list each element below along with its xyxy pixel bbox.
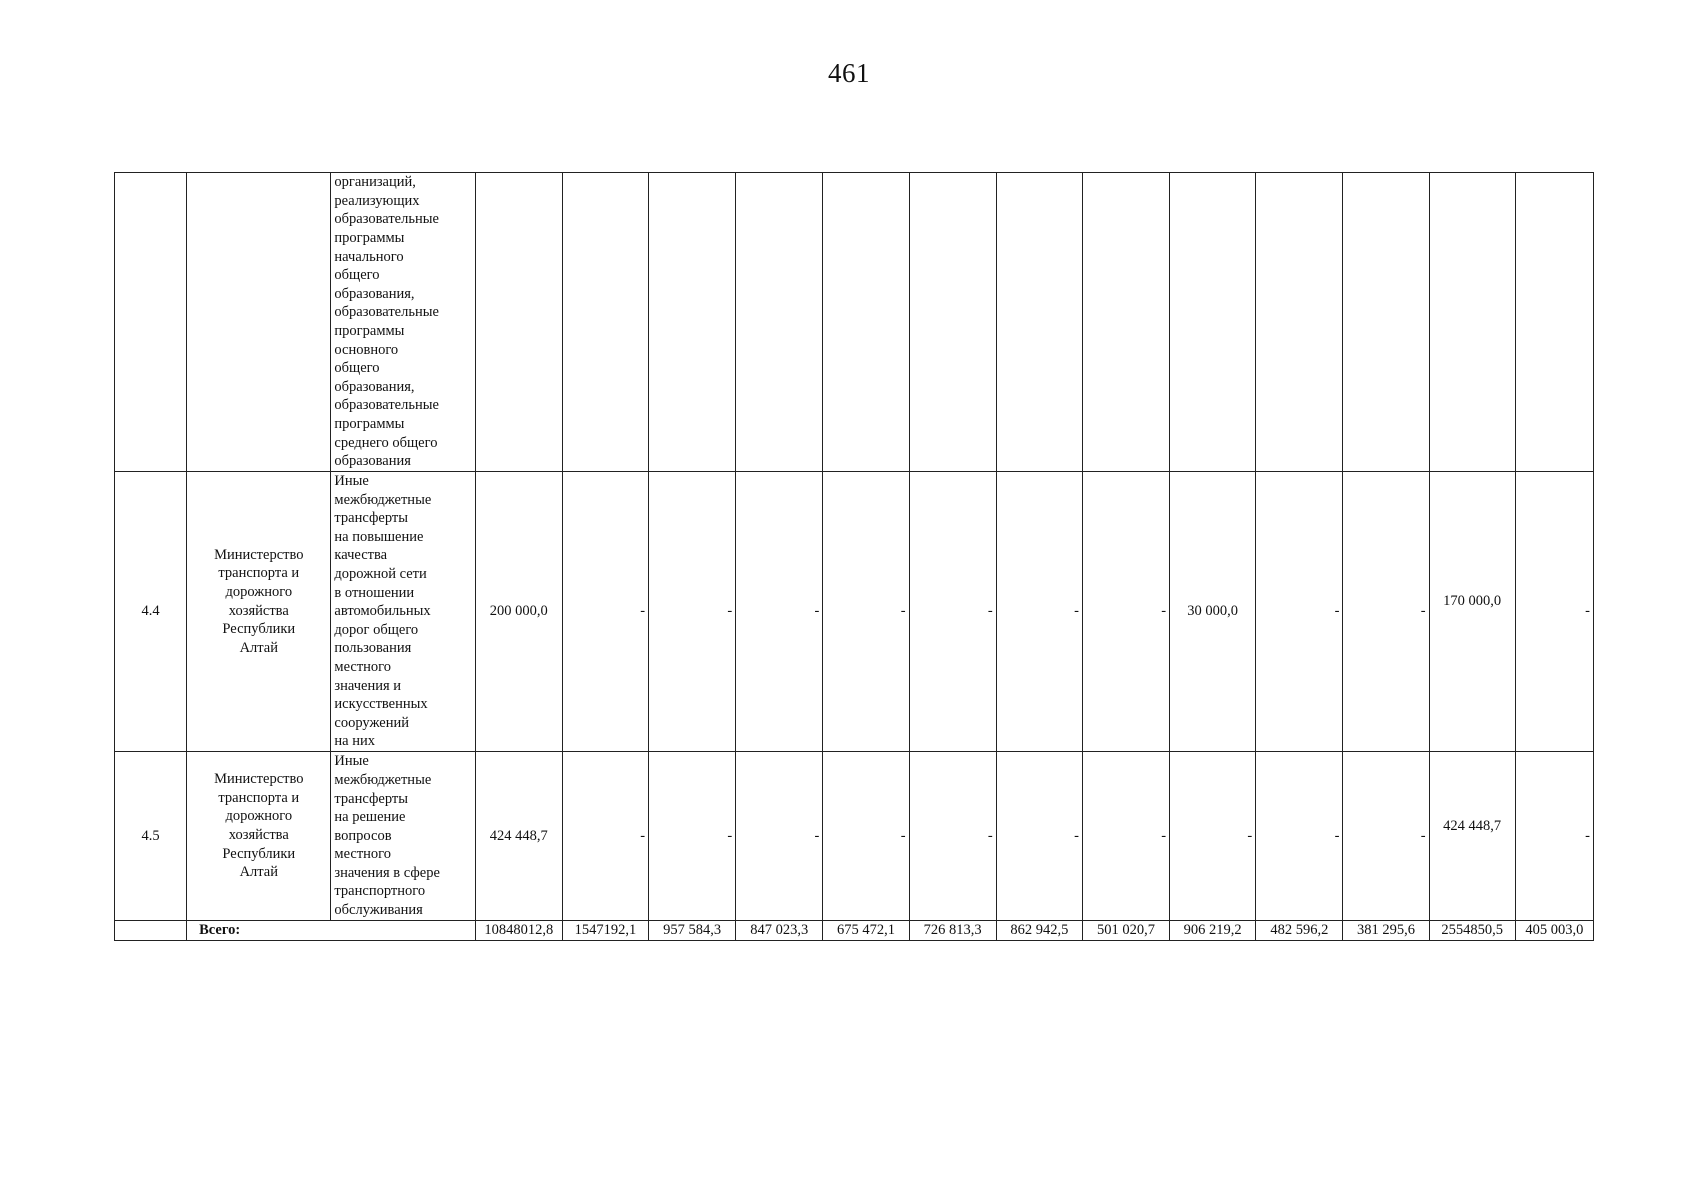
- value-text: 424 448,7: [1443, 817, 1502, 834]
- value-cell: [562, 173, 648, 472]
- value-cell: [1515, 173, 1593, 472]
- value-cell: -: [1515, 752, 1593, 921]
- table-row: [115, 173, 1594, 472]
- value-cell: -: [1170, 752, 1256, 921]
- total-value: 10848012,8: [475, 921, 562, 941]
- value-cell: -: [562, 472, 648, 752]
- value-cell: [1343, 173, 1429, 472]
- value-cell: -: [649, 752, 736, 921]
- value-cell: [1256, 173, 1343, 472]
- description-text: Иные межбюджетные трансферты на решение вопросов местного значения в сфере транспортного обслуживания: [334, 753, 440, 919]
- value-cell: [475, 173, 562, 472]
- responsible-org: [187, 472, 331, 752]
- row-number: [115, 173, 187, 472]
- org-text: Министерство транспорта и дорожного хозяйства Республики Алтай: [214, 546, 304, 656]
- value-cell: -: [1082, 472, 1169, 752]
- total-value: 957 584,3: [649, 921, 736, 941]
- value-cell: [1429, 173, 1515, 472]
- value-cell: -: [1256, 752, 1343, 921]
- total-value: 405 003,0: [1515, 921, 1593, 941]
- total-value: 1547192,1: [562, 921, 648, 941]
- description-text: Иные межбюджетные трансферты на повышение качества дорожной сети в отношении автомобильных дорог общего пользования местного значения и искусственных сооружений на них: [334, 473, 432, 750]
- value-text: 170 000,0: [1443, 593, 1502, 609]
- total-value: 381 295,6: [1343, 921, 1429, 941]
- org-text: Министерство транспорта и дорожного хозяйства Республики Алтай: [214, 771, 304, 881]
- row-description: [331, 752, 475, 921]
- total-value: 675 472,1: [823, 921, 909, 941]
- value-cell: [823, 173, 909, 472]
- row-number: 4.4: [115, 472, 187, 752]
- total-value: 862 942,5: [996, 921, 1082, 941]
- row-description: [331, 472, 475, 752]
- value-cell: -: [823, 472, 909, 752]
- total-value: 482 596,2: [1256, 921, 1343, 941]
- page-number: 461: [828, 58, 870, 88]
- value-cell: [1429, 472, 1515, 752]
- responsible-org: [187, 752, 331, 921]
- value-cell: [996, 173, 1082, 472]
- value-cell: -: [996, 472, 1082, 752]
- value-cell: -: [823, 752, 909, 921]
- total-value: 906 219,2: [1170, 921, 1256, 941]
- value-cell: -: [1343, 472, 1429, 752]
- value-cell: 424 448,7: [475, 752, 562, 921]
- value-cell: 200 000,0: [475, 472, 562, 752]
- value-cell: [649, 173, 736, 472]
- total-value: 847 023,3: [736, 921, 823, 941]
- total-value: 726 813,3: [909, 921, 996, 941]
- table-row: [115, 752, 1594, 921]
- budget-table: [114, 172, 1594, 941]
- row-description: [331, 173, 475, 472]
- table-row: [115, 472, 1594, 752]
- value-cell: [909, 173, 996, 472]
- value-cell: [1170, 173, 1256, 472]
- total-row: [115, 921, 1594, 941]
- total-empty-cell: [115, 921, 187, 941]
- value-cell: [1429, 752, 1515, 921]
- total-value: 2554850,5: [1429, 921, 1515, 941]
- value-cell: -: [736, 752, 823, 921]
- value-cell: -: [1082, 752, 1169, 921]
- value-cell: -: [1343, 752, 1429, 921]
- value-cell: -: [562, 752, 648, 921]
- value-cell: -: [909, 472, 996, 752]
- value-cell: -: [649, 472, 736, 752]
- total-value: 501 020,7: [1082, 921, 1169, 941]
- value-cell: -: [736, 472, 823, 752]
- value-cell: -: [996, 752, 1082, 921]
- value-cell: 30 000,0: [1170, 472, 1256, 752]
- value-cell: -: [1256, 472, 1343, 752]
- value-cell: -: [909, 752, 996, 921]
- description-text: организаций, реализующих образовательные программы начального общего образования, образовательные программы основного общего образования, образовательные программы среднего общего образования: [334, 174, 439, 470]
- row-number: 4.5: [115, 752, 187, 921]
- total-label: Всего:: [187, 921, 476, 941]
- responsible-org: [187, 173, 331, 472]
- value-cell: [736, 173, 823, 472]
- value-cell: -: [1515, 472, 1593, 752]
- value-cell: [1082, 173, 1169, 472]
